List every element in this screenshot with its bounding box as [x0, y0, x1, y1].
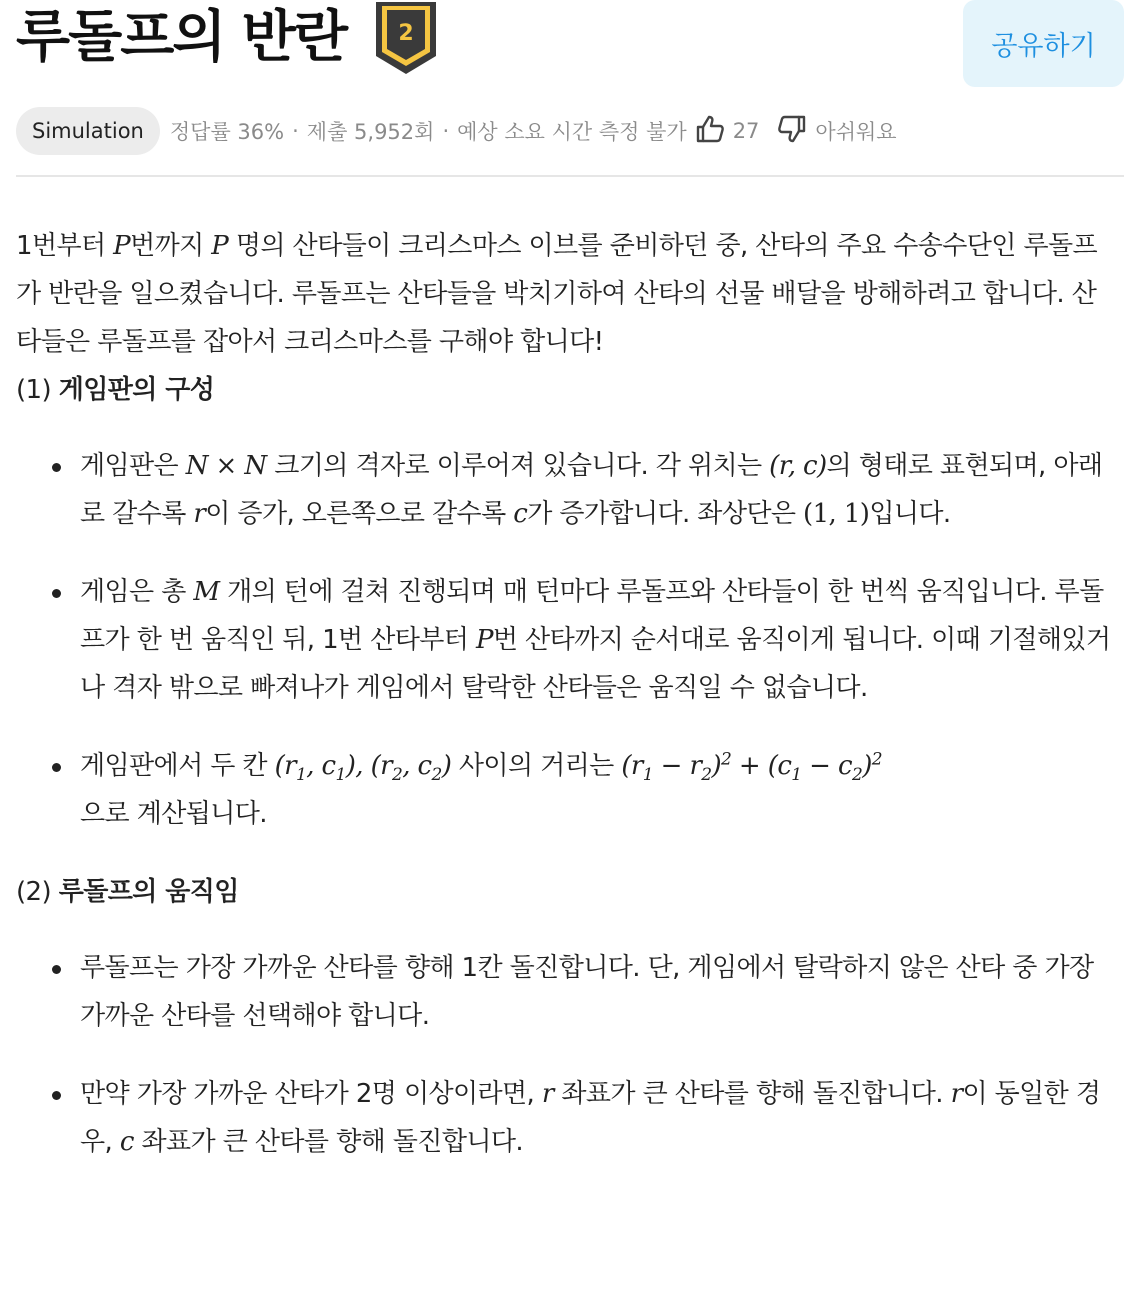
list-item: 게임은 총 M 개의 턴에 걸쳐 진행되며 매 턴마다 루돌프와 산타들이 한 번씩 움직입니다. 루돌프가 한 번 움직인 뒤, 1번 산타부터 P번 산타까지 순서대로 움직이게 됩니다. 이때 기절해있거나 격자 밖으로 빠져나가 게임에서 탈락한 산타들은 움직일 수 없습니다. [16, 568, 1116, 712]
category-chip[interactable]: Simulation [16, 107, 160, 155]
share-button[interactable]: 공유하기 [963, 0, 1124, 87]
thumbs-up-icon[interactable] [695, 114, 725, 149]
bottom-fade [0, 1260, 1124, 1300]
problem-meta [16, 106, 897, 156]
separator-dot: · [442, 119, 450, 143]
list-item: 만약 가장 가까운 산타가 2명 이상이라면, r 좌표가 큰 산타를 향해 돌진합니다. r이 동일한 경우, c 좌표가 큰 산타를 향해 돌진합니다. [16, 1070, 1116, 1166]
page-title: 루돌프의 반란 [16, 5, 347, 70]
rudolph-rules-list [16, 944, 1116, 1166]
header-divider [16, 175, 1124, 177]
problem-description [16, 222, 1116, 1196]
section-heading-rudolph: (2) 루돌프의 움직임 [16, 877, 239, 907]
estimated-time-text: 예상 소요 시간 측정 불가 [457, 120, 687, 144]
tier-badge [374, 0, 438, 76]
thumbs-down-icon[interactable] [777, 114, 807, 149]
list-item: 게임판에서 두 칸 ($r_1$, $c_1$), ($r_2$, $c_2$) 사이의 거리는 $(r_1 - r_2)^2 + (c_1 - c_2)^2$ 으로 계산됩니다. [16, 742, 1116, 838]
distance-formula: $(r_1 - r_2)^2 + (c_1 - c_2)^2$ [621, 749, 882, 786]
tier-badge-level: 2 [398, 21, 414, 46]
list-item: 루돌프는 가장 가까운 산타를 향해 1칸 돌진합니다. 단, 게임에서 탈락하지 않은 산타 중 가장 가까운 산타를 선택해야 합니다. [16, 944, 1116, 1040]
tier-badge-icon [374, 0, 438, 76]
section-heading-board: (1) 게임판의 구성 [16, 375, 215, 405]
accuracy-text: 정답률 36% [169, 120, 285, 144]
intro-paragraph: 1번부터 P번까지 P 명의 산타들이 크리스마스 이브를 준비하던 중, 산타의 주요 수송수단인 루돌프가 반란을 일으켰습니다. 루돌프는 산타들을 박치기하여 산타의 선물 배달을 방해하려고 합니다. 산타들은 루돌프를 잡아서 크리스마스를 구해야 합니다! [16, 231, 1098, 357]
board-rules-list [16, 442, 1116, 838]
likes-count: 27 [732, 119, 760, 143]
dislike-label[interactable]: 아쉬워요 [815, 120, 897, 144]
cell-pair-formula: ($r_1$, $c_1$), ($r_2$, $c_2$) [274, 751, 452, 786]
list-item: 게임판은 N × N 크기의 격자로 이루어져 있습니다. 각 위치는 (r, c)의 형태로 표현되며, 아래로 갈수록 r이 증가, 오른쪽으로 갈수록 c가 증가합니다. 좌상단은 (1, 1)입니다. [16, 442, 1116, 538]
problem-header [16, 0, 1124, 92]
submissions-text: 제출 5,952회 [306, 120, 435, 144]
separator-dot: · [292, 119, 299, 143]
